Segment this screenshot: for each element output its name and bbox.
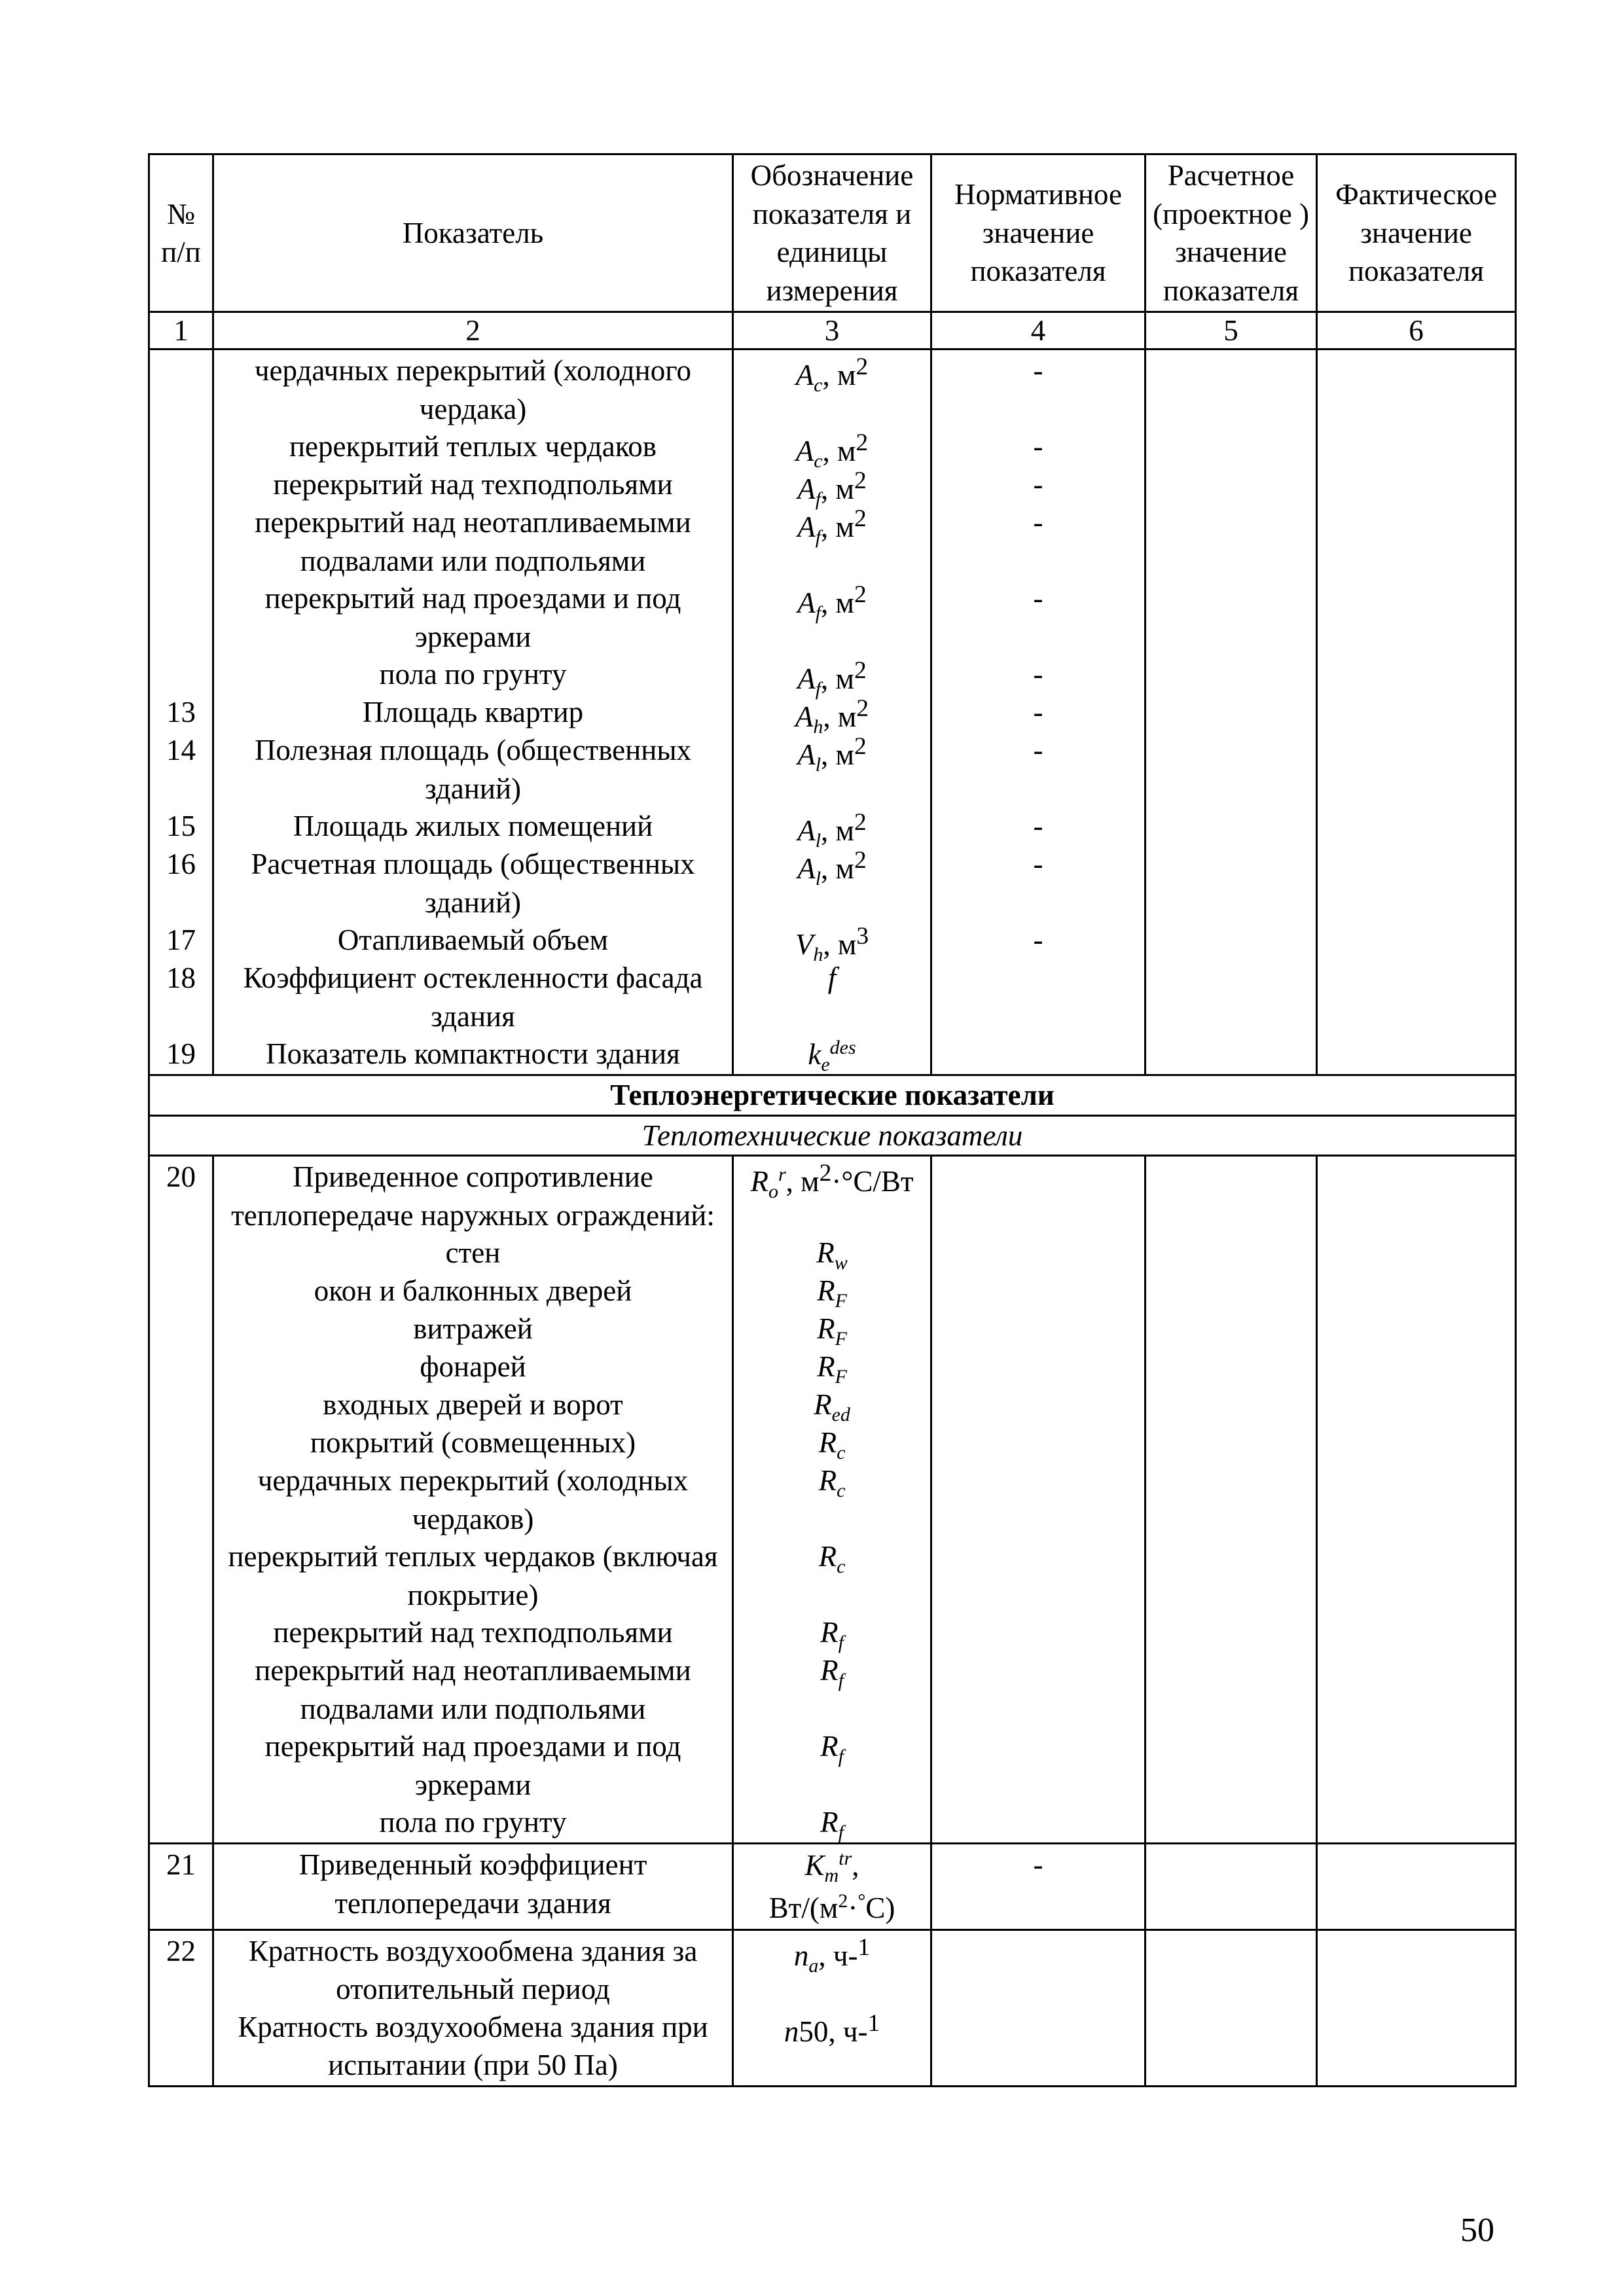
symbol-subscript: e	[821, 1054, 830, 1075]
indicator-name: Коэффициент остекленности фасада здания	[243, 961, 703, 1033]
unit-text: , м	[821, 814, 855, 847]
symbol-letter: R	[818, 1540, 837, 1573]
area-group-num-cell	[149, 350, 213, 1075]
symbol-letter: R	[750, 1165, 768, 1198]
symbol-letter: n	[784, 2015, 799, 2048]
column-number: 1	[149, 312, 213, 350]
symbol-line	[738, 1613, 926, 1651]
normative-value: -	[1033, 468, 1043, 501]
normative-value: -	[1033, 696, 1043, 728]
symbol-letter: A	[797, 511, 816, 543]
symbol-subscript: o	[768, 1181, 778, 1202]
unit-text: , м	[821, 511, 855, 543]
symbol-letter: R	[820, 1654, 839, 1687]
symbol	[817, 1274, 847, 1312]
symbol-subscript: c	[837, 1480, 846, 1501]
row-number	[154, 427, 208, 465]
symbol-line	[738, 1035, 926, 1073]
indicator-name: Кратность воздухообмена здания за отопительный период	[248, 1934, 698, 2005]
symbol-letter: K	[804, 1849, 825, 1882]
row22-symbol-cell	[733, 1929, 931, 2086]
symbol-line	[738, 655, 926, 700]
normative-value: -	[1033, 354, 1043, 387]
symbol-letter: R	[816, 1236, 835, 1269]
symbol-subscript: F	[835, 1366, 847, 1388]
area-group-normative-cell	[931, 350, 1146, 1075]
symbol	[820, 1654, 844, 1691]
unit-superscript: 2	[854, 467, 867, 494]
indicator-name: окон и балконных дверей	[314, 1274, 632, 1307]
unit-degree: °	[857, 1890, 866, 1912]
column-number: 4	[931, 312, 1146, 350]
symbol-subscript: f	[815, 602, 821, 624]
symbol-line	[738, 351, 926, 427]
normative-value: -	[1033, 430, 1043, 463]
symbol-line	[738, 1158, 926, 1234]
row-number: 16	[166, 848, 196, 880]
table-row-22	[149, 1929, 1516, 2086]
row22-name-cell	[213, 1929, 733, 2086]
indicator-name: витражей	[413, 1312, 533, 1345]
symbol-letter: A	[797, 586, 816, 619]
symbol-line	[738, 1727, 926, 1803]
symbol-letter: A	[797, 852, 816, 885]
symbol-line	[738, 959, 926, 1035]
normative-value	[936, 1035, 1140, 1073]
unit-superscript: 2	[819, 1160, 832, 1187]
unit-text: , м	[821, 852, 855, 885]
symbol-subscript: f	[838, 1821, 844, 1843]
symbol-line	[738, 807, 926, 852]
symbol-letter: R	[814, 1388, 832, 1421]
unit-text: , ч-	[818, 1939, 858, 1972]
symbol	[817, 1312, 847, 1350]
area-group-actual-cell	[1317, 350, 1516, 1075]
symbol-line	[738, 693, 926, 738]
section-row	[149, 1075, 1516, 1116]
unit-text: ·°C/Вт	[831, 1165, 914, 1198]
symbol	[793, 1939, 819, 1977]
symbol-letter: A	[797, 662, 816, 695]
normative-cell: -	[931, 1844, 1146, 1930]
symbol-line	[738, 1234, 926, 1272]
symbol	[797, 814, 821, 852]
symbol	[797, 662, 821, 700]
indicator-name: Площадь жилых помещений	[293, 810, 653, 842]
indicator-name: перекрытий теплых чердаков	[289, 430, 657, 463]
symbol-letter: R	[818, 1464, 837, 1497]
symbol-line	[738, 1537, 926, 1613]
symbol-superscript: des	[829, 1037, 856, 1058]
unit-separator: ,	[852, 1849, 859, 1882]
indicator-name: Показатель компактности здания	[266, 1037, 680, 1070]
symbol-line	[738, 921, 926, 965]
symbol-letter: V	[795, 928, 814, 961]
unit-text: , м	[821, 473, 855, 505]
symbol-subscript: h	[813, 944, 823, 965]
unit-text: , м	[821, 738, 855, 771]
actual-cell	[1317, 1844, 1516, 1930]
indicator-name: покрытий (совмещенных)	[310, 1426, 636, 1459]
symbol	[816, 1236, 848, 1274]
indicator-name: перекрытий над техподпольями	[273, 468, 673, 501]
indicator-name: стен	[445, 1236, 501, 1269]
row-number	[154, 655, 208, 693]
symbol	[820, 1616, 844, 1653]
row-number: 18	[166, 961, 196, 994]
header-normative: Нормативное значение показателя	[931, 154, 1146, 312]
unit-superscript: 2	[854, 809, 867, 836]
normative-value: -	[1033, 810, 1043, 842]
row-number	[154, 579, 208, 655]
row-number: 19	[166, 1037, 196, 1070]
unit-superscript: 2	[854, 847, 867, 874]
unit-superscript: 2	[854, 657, 867, 684]
unit-text: , м	[822, 359, 856, 391]
symbol-subscript: a	[808, 1954, 819, 1977]
symbol-subscript: f	[815, 488, 821, 510]
symbol-letter: A	[797, 814, 816, 847]
table-row-21	[149, 1844, 1516, 1930]
row21-name: Приведенный коэффициент теплопередачи здания	[213, 1844, 733, 1930]
header-actual: Фактическое значение показателя	[1317, 154, 1516, 312]
symbol-line	[738, 1462, 926, 1537]
unit-text: , м	[821, 662, 855, 695]
column-number: 2	[213, 312, 733, 350]
symbol-line	[738, 427, 926, 472]
normative-value: -	[1033, 734, 1043, 766]
unit-text: , м	[785, 1165, 820, 1198]
unit-superscript: 2	[854, 505, 867, 532]
row-number	[154, 465, 208, 503]
row20-name-cell	[213, 1156, 733, 1844]
symbol-line	[738, 2008, 926, 2084]
unit-text: 50, ч-	[799, 2015, 868, 2048]
symbol-letter: R	[817, 1274, 835, 1307]
column-number-row	[149, 312, 1516, 350]
unit-superscript: 1	[867, 2009, 880, 2037]
symbol-letter: f	[827, 961, 837, 994]
symbol-subscript: c	[814, 450, 823, 472]
symbol-subscript: c	[837, 1442, 846, 1463]
symbol-subscript: F	[835, 1290, 847, 1312]
indicator-name: перекрытий над проездами и под эркерами	[264, 1730, 681, 1801]
area-group-name-cell	[213, 350, 733, 1075]
symbol-superscript: r	[778, 1164, 786, 1185]
area-group-symbol-cell	[733, 350, 931, 1075]
unit-superscript: 3	[856, 923, 869, 950]
symbol-letter: A	[795, 700, 814, 733]
normative-cell	[931, 1929, 1146, 2086]
symbol-line	[738, 1424, 926, 1462]
indicators-table	[148, 153, 1517, 2087]
column-number: 5	[1146, 312, 1317, 350]
symbol-line	[738, 1386, 926, 1424]
indicator-name: Отапливаемый объем	[337, 924, 609, 956]
symbol-letter: R	[818, 1426, 837, 1459]
unit-superscript: 1	[857, 1933, 871, 1961]
symbol-subscript: l	[815, 868, 821, 889]
symbol	[795, 359, 823, 396]
normative-value: -	[1033, 582, 1043, 615]
symbol-subscript: f	[838, 1746, 844, 1767]
indicator-name: входных дверей и ворот	[323, 1388, 623, 1421]
symbol-letter: A	[795, 435, 814, 467]
symbol-superscript: tr	[839, 1848, 852, 1869]
row-number: 15	[166, 810, 196, 842]
symbol-line	[738, 1310, 926, 1348]
symbol-subscript: l	[815, 754, 821, 776]
indicator-name: фонарей	[420, 1350, 526, 1383]
unit-superscript: 2	[856, 429, 869, 456]
symbol-letter: A	[797, 473, 816, 505]
unit-text: С)	[865, 1892, 895, 1924]
row-number: 13	[166, 696, 196, 728]
calculated-cell	[1146, 1156, 1317, 1844]
symbol-subscript: f	[815, 526, 821, 548]
symbol-line	[738, 1272, 926, 1310]
symbol-letter: A	[795, 359, 814, 391]
unit-dot: ·	[848, 1892, 858, 1924]
symbol-letter: n	[793, 1939, 809, 1972]
unit-text: , м	[822, 435, 856, 467]
symbol-subscript: c	[837, 1556, 846, 1577]
symbol-letter: A	[797, 738, 816, 771]
symbol-line	[738, 465, 926, 510]
symbol-line	[738, 731, 926, 807]
header-indicator: Показатель	[213, 154, 733, 312]
row21-symbol	[804, 1848, 852, 1886]
symbol	[795, 928, 823, 965]
symbol-subscript: c	[814, 374, 823, 396]
unit-text: , м	[823, 700, 857, 733]
symbol	[818, 1464, 846, 1501]
indicator-name: Площадь квартир	[362, 696, 584, 728]
row21-symbol-cell	[733, 1844, 931, 1930]
actual-cell	[1317, 1929, 1516, 2086]
normative-value: -	[1033, 506, 1043, 539]
symbol-subscript: w	[834, 1252, 848, 1274]
normative-value	[936, 959, 1140, 1035]
unit-superscript: 2	[854, 733, 867, 760]
column-number: 3	[733, 312, 931, 350]
indicator-name: пола по грунту	[379, 658, 567, 691]
normative-cell	[931, 1156, 1146, 1844]
symbol	[784, 2015, 799, 2048]
row-number: 20	[149, 1156, 213, 1844]
unit-superscript: 2	[856, 353, 869, 380]
area-group-row	[149, 350, 1516, 1075]
row-number	[154, 503, 208, 579]
unit-superscript: 2	[854, 581, 867, 608]
symbol	[797, 473, 821, 510]
unit-text: Вт/(м	[768, 1892, 839, 1924]
symbol-subscript: f	[838, 1632, 844, 1653]
section-title: Теплоэнергетические показатели	[149, 1075, 1516, 1116]
symbol-letter: R	[817, 1312, 835, 1345]
indicator-name: перекрытий теплых чердаков (включая покрытие)	[228, 1540, 718, 1611]
symbol	[797, 586, 821, 624]
symbol-letter: R	[817, 1350, 835, 1383]
indicator-name: перекрытий над техподпольями	[273, 1616, 673, 1649]
symbol-line	[738, 503, 926, 579]
symbol-line	[738, 579, 926, 655]
symbol-line	[738, 1932, 926, 2008]
indicator-name: Приведенное сопротивление теплопередаче наружных ограждений:	[231, 1160, 715, 1232]
symbol-line	[738, 1651, 926, 1727]
symbol-subscript: F	[835, 1328, 847, 1350]
symbol	[828, 961, 837, 994]
calculated-cell	[1146, 1844, 1317, 1930]
symbol	[818, 1426, 846, 1463]
calculated-cell	[1146, 1929, 1317, 2086]
indicator-name: чердачных перекрытий (холодного чердака)	[254, 354, 692, 425]
row-number: 22	[149, 1929, 213, 2086]
normative-value: -	[1033, 658, 1043, 691]
row20-symbol-cell	[733, 1156, 931, 1844]
symbol-letter: R	[820, 1806, 839, 1839]
symbol	[818, 1540, 846, 1577]
header-designation: Обозначение показателя и единицы измерения	[733, 154, 931, 312]
symbol-subscript: f	[838, 1670, 844, 1691]
row-number: 21	[149, 1844, 213, 1930]
symbol	[820, 1730, 844, 1767]
symbol	[797, 738, 821, 776]
symbol	[814, 1388, 850, 1426]
unit-text: , м	[823, 928, 857, 961]
table-row-20	[149, 1156, 1516, 1844]
symbol-line	[738, 1348, 926, 1386]
symbol	[795, 700, 823, 738]
indicator-name: Кратность воздухообмена здания при испытании (при 50 Па)	[238, 2010, 708, 2081]
symbol-subscript: f	[815, 678, 821, 700]
symbol-letter: k	[808, 1038, 821, 1071]
normative-value: -	[1033, 924, 1043, 956]
subsection-title: Теплотехнические показатели	[149, 1115, 1516, 1156]
unit-superscript: 2	[838, 1890, 848, 1912]
header-row	[149, 154, 1516, 312]
row-number	[154, 351, 208, 427]
symbol-letter: R	[820, 1730, 839, 1763]
indicator-name: перекрытий над неотапливаемыми подвалами или подпольями	[255, 1654, 691, 1725]
symbol	[817, 1350, 847, 1388]
unit-superscript: 2	[856, 695, 869, 722]
symbol-subscript: h	[813, 716, 823, 738]
indicator-name: Расчетная площадь (общественных зданий)	[251, 848, 695, 919]
symbol	[797, 852, 821, 889]
indicator-name: Полезная площадь (общественных зданий)	[254, 734, 692, 805]
unit-text: , м	[821, 586, 855, 619]
area-group-calculated-cell	[1146, 350, 1317, 1075]
symbol-subscript: m	[824, 1865, 839, 1886]
actual-cell	[1317, 1156, 1516, 1844]
symbol	[808, 1037, 856, 1075]
symbol	[820, 1806, 844, 1843]
indicator-name: чердачных перекрытий (холодных чердаков)	[257, 1464, 689, 1535]
symbol-line	[738, 845, 926, 921]
row-number: 17	[166, 924, 196, 956]
symbol-letter: R	[820, 1616, 839, 1649]
symbol	[797, 511, 821, 548]
symbol-subscript: ed	[831, 1404, 850, 1426]
indicator-name: перекрытий над неотапливаемыми подвалами или подпольями	[255, 506, 691, 577]
row-number: 14	[166, 734, 196, 766]
normative-value: -	[1033, 848, 1043, 880]
column-number: 6	[1317, 312, 1516, 350]
indicator-name: пола по грунту	[379, 1806, 567, 1839]
subsection-row	[149, 1115, 1516, 1156]
symbol	[795, 435, 823, 472]
symbol-subscript: l	[815, 830, 821, 852]
page-number: 50	[1460, 2212, 1494, 2249]
symbol-line	[738, 1803, 926, 1841]
header-calculated: Расчетное (проектное ) значение показателя	[1146, 154, 1317, 312]
header-num: № п/п	[149, 154, 213, 312]
indicator-name: перекрытий над проездами и под эркерами	[264, 582, 681, 653]
symbol	[750, 1164, 786, 1202]
